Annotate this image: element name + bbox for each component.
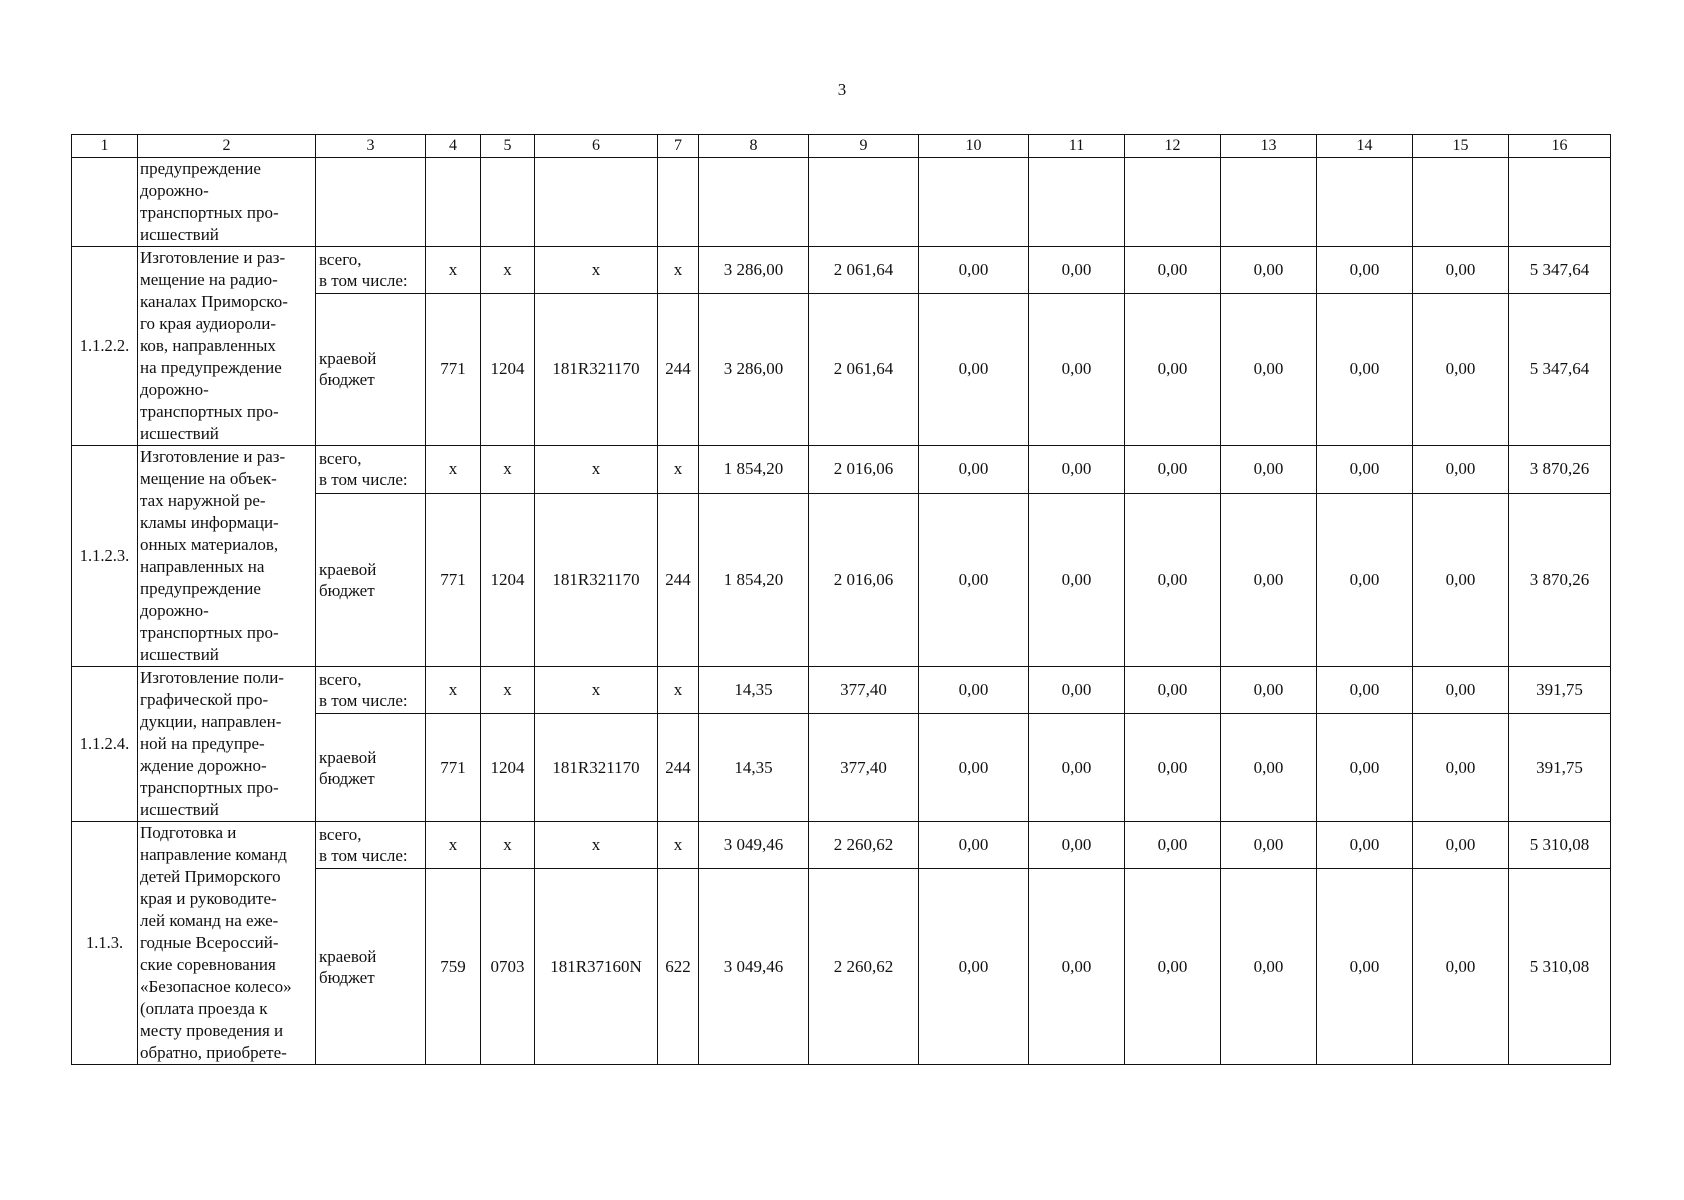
continuation-row <box>72 158 1611 247</box>
amount-cell: 0,00 <box>1221 714 1317 822</box>
amount-cell: 3 286,00 <box>699 293 809 445</box>
amount-cell: 0,00 <box>919 667 1029 714</box>
amount-cell: 5 347,64 <box>1509 247 1611 294</box>
amount-cell: 377,40 <box>809 667 919 714</box>
amount-cell: 2 260,62 <box>809 822 919 869</box>
cell-col4: 759 <box>426 869 481 1065</box>
column-header: 5 <box>481 135 535 158</box>
amount-cell: 0,00 <box>919 247 1029 294</box>
amount-cell: 2 016,06 <box>809 493 919 666</box>
cell-col5: 1204 <box>481 293 535 445</box>
funding-source: краевой бюджет <box>316 293 426 445</box>
item-description: Изготовление поли- графической про- дукции, направлен- ной на предупре- ждение дорожно- транспортных про- исшествий <box>138 667 316 822</box>
amount-cell: 14,35 <box>699 714 809 822</box>
column-header: 11 <box>1029 135 1125 158</box>
empty-cell <box>809 158 919 247</box>
amount-cell: 0,00 <box>1029 667 1125 714</box>
amount-cell: 0,00 <box>1125 293 1221 445</box>
amount-cell: 0,00 <box>1413 446 1509 494</box>
cell-col5: x <box>481 247 535 294</box>
column-header: 12 <box>1125 135 1221 158</box>
amount-cell: 0,00 <box>919 493 1029 666</box>
column-header: 6 <box>535 135 658 158</box>
empty-cell <box>481 158 535 247</box>
amount-cell: 0,00 <box>1413 667 1509 714</box>
amount-cell: 0,00 <box>1317 714 1413 822</box>
funding-source: всего, в том числе: <box>316 247 426 294</box>
amount-cell: 3 870,26 <box>1509 446 1611 494</box>
amount-cell: 391,75 <box>1509 667 1611 714</box>
column-header: 7 <box>658 135 699 158</box>
funding-source: краевой бюджет <box>316 869 426 1065</box>
amount-cell: 0,00 <box>1413 247 1509 294</box>
amount-cell: 5 347,64 <box>1509 293 1611 445</box>
item-total-row <box>72 247 1611 294</box>
amount-cell: 3 049,46 <box>699 869 809 1065</box>
cell-col7: 244 <box>658 293 699 445</box>
cell-col6: x <box>535 667 658 714</box>
item-total-row <box>72 822 1611 869</box>
amount-cell: 0,00 <box>1125 667 1221 714</box>
funding-source: всего, в том числе: <box>316 446 426 494</box>
funding-source: краевой бюджет <box>316 493 426 666</box>
amount-cell: 0,00 <box>1029 714 1125 822</box>
cell-col7: x <box>658 822 699 869</box>
cell-col4: 771 <box>426 293 481 445</box>
amount-cell: 0,00 <box>1413 714 1509 822</box>
amount-cell: 3 049,46 <box>699 822 809 869</box>
amount-cell: 0,00 <box>1029 493 1125 666</box>
item-description: Изготовление и раз- мещение на объек- тах наружной ре- кламы информаци- онных материалов, направленных на предупреждение дорожно- транспортных про- исшествий <box>138 446 316 667</box>
cell-col6: x <box>535 247 658 294</box>
amount-cell: 0,00 <box>919 869 1029 1065</box>
amount-cell: 0,00 <box>1221 869 1317 1065</box>
amount-cell: 0,00 <box>919 822 1029 869</box>
column-header: 1 <box>72 135 138 158</box>
item-code: 1.1.2.4. <box>72 667 138 822</box>
empty-cell <box>1029 158 1125 247</box>
empty-cell <box>1509 158 1611 247</box>
column-header: 4 <box>426 135 481 158</box>
item-code: 1.1.3. <box>72 822 138 1065</box>
amount-cell: 0,00 <box>1317 446 1413 494</box>
empty-cell <box>1413 158 1509 247</box>
empty-cell <box>1221 158 1317 247</box>
amount-cell: 0,00 <box>1317 293 1413 445</box>
item-description: Подготовка и направление команд детей Приморского края и руководите- лей команд на еже- годные Всероссий- ские соревнования «Безопасное колесо» (оплата проезда к месту проведения и обратно, приобрете- <box>138 822 316 1065</box>
amount-cell: 1 854,20 <box>699 493 809 666</box>
cell-col6: 181R321170 <box>535 293 658 445</box>
empty-cell <box>919 158 1029 247</box>
amount-cell: 2 061,64 <box>809 293 919 445</box>
column-header: 15 <box>1413 135 1509 158</box>
amount-cell: 14,35 <box>699 667 809 714</box>
cell-col6: 181R321170 <box>535 714 658 822</box>
amount-cell: 0,00 <box>919 293 1029 445</box>
amount-cell: 0,00 <box>1221 493 1317 666</box>
amount-cell: 0,00 <box>1317 822 1413 869</box>
item-total-row <box>72 446 1611 494</box>
amount-cell: 0,00 <box>1125 446 1221 494</box>
cell-col7: x <box>658 446 699 494</box>
funding-source: всего, в том числе: <box>316 667 426 714</box>
column-header: 8 <box>699 135 809 158</box>
amount-cell: 0,00 <box>1413 869 1509 1065</box>
amount-cell: 2 016,06 <box>809 446 919 494</box>
cell-col4: x <box>426 822 481 869</box>
cell-col7: 244 <box>658 493 699 666</box>
cell-col5: 0703 <box>481 869 535 1065</box>
amount-cell: 0,00 <box>1317 493 1413 666</box>
amount-cell: 0,00 <box>1029 293 1125 445</box>
empty-cell <box>1317 158 1413 247</box>
amount-cell: 0,00 <box>1029 822 1125 869</box>
amount-cell: 0,00 <box>919 714 1029 822</box>
empty-cell <box>1125 158 1221 247</box>
amount-cell: 0,00 <box>1125 822 1221 869</box>
cell-col4: 771 <box>426 714 481 822</box>
amount-cell: 0,00 <box>1029 869 1125 1065</box>
column-header: 14 <box>1317 135 1413 158</box>
amount-cell: 5 310,08 <box>1509 822 1611 869</box>
amount-cell: 0,00 <box>1029 247 1125 294</box>
cell-col7: x <box>658 247 699 294</box>
item-code: 1.1.2.2. <box>72 247 138 446</box>
amount-cell: 0,00 <box>1125 714 1221 822</box>
amount-cell: 2 061,64 <box>809 247 919 294</box>
column-header: 16 <box>1509 135 1611 158</box>
cell-col5: x <box>481 446 535 494</box>
cell-col4: x <box>426 667 481 714</box>
column-header: 13 <box>1221 135 1317 158</box>
funding-source: всего, в том числе: <box>316 822 426 869</box>
empty-cell <box>535 158 658 247</box>
amount-cell: 0,00 <box>1413 293 1509 445</box>
amount-cell: 3 870,26 <box>1509 493 1611 666</box>
amount-cell: 0,00 <box>1221 247 1317 294</box>
column-header: 3 <box>316 135 426 158</box>
cell-col6: 181R37160N <box>535 869 658 1065</box>
column-header: 9 <box>809 135 919 158</box>
amount-cell: 2 260,62 <box>809 869 919 1065</box>
item-description: предупреждение дорожно- транспортных про- исшествий <box>138 158 316 247</box>
budget-table <box>71 134 1611 1065</box>
amount-cell: 0,00 <box>1221 446 1317 494</box>
empty-cell <box>426 158 481 247</box>
cell-col4: x <box>426 247 481 294</box>
amount-cell: 0,00 <box>1413 493 1509 666</box>
amount-cell: 0,00 <box>1317 869 1413 1065</box>
item-total-row <box>72 667 1611 714</box>
amount-cell: 0,00 <box>1125 247 1221 294</box>
amount-cell: 0,00 <box>1317 667 1413 714</box>
item-code <box>72 158 138 247</box>
amount-cell: 0,00 <box>1125 493 1221 666</box>
column-header: 10 <box>919 135 1029 158</box>
cell-col5: x <box>481 667 535 714</box>
amount-cell: 3 286,00 <box>699 247 809 294</box>
amount-cell: 0,00 <box>1317 247 1413 294</box>
amount-cell: 1 854,20 <box>699 446 809 494</box>
funding-source: краевой бюджет <box>316 714 426 822</box>
cell-col5: 1204 <box>481 714 535 822</box>
cell-col7: x <box>658 667 699 714</box>
page-number: 3 <box>837 80 847 99</box>
amount-cell: 0,00 <box>1029 446 1125 494</box>
empty-cell <box>316 158 426 247</box>
amount-cell: 0,00 <box>1221 822 1317 869</box>
cell-col6: 181R321170 <box>535 493 658 666</box>
cell-col4: x <box>426 446 481 494</box>
cell-col4: 771 <box>426 493 481 666</box>
amount-cell: 0,00 <box>1413 822 1509 869</box>
amount-cell: 377,40 <box>809 714 919 822</box>
amount-cell: 0,00 <box>919 446 1029 494</box>
item-description: Изготовление и раз- мещение на радио- каналах Приморско- го края аудиороли- ков, направленных на предупреждение дорожно- транспортных про- исшествий <box>138 247 316 446</box>
cell-col6: x <box>535 822 658 869</box>
cell-col7: 244 <box>658 714 699 822</box>
amount-cell: 5 310,08 <box>1509 869 1611 1065</box>
amount-cell: 0,00 <box>1221 667 1317 714</box>
empty-cell <box>658 158 699 247</box>
amount-cell: 391,75 <box>1509 714 1611 822</box>
empty-cell <box>699 158 809 247</box>
cell-col7: 622 <box>658 869 699 1065</box>
cell-col5: x <box>481 822 535 869</box>
cell-col6: x <box>535 446 658 494</box>
amount-cell: 0,00 <box>1125 869 1221 1065</box>
item-code: 1.1.2.3. <box>72 446 138 667</box>
column-number-row <box>72 135 1611 158</box>
amount-cell: 0,00 <box>1221 293 1317 445</box>
cell-col5: 1204 <box>481 493 535 666</box>
column-header: 2 <box>138 135 316 158</box>
